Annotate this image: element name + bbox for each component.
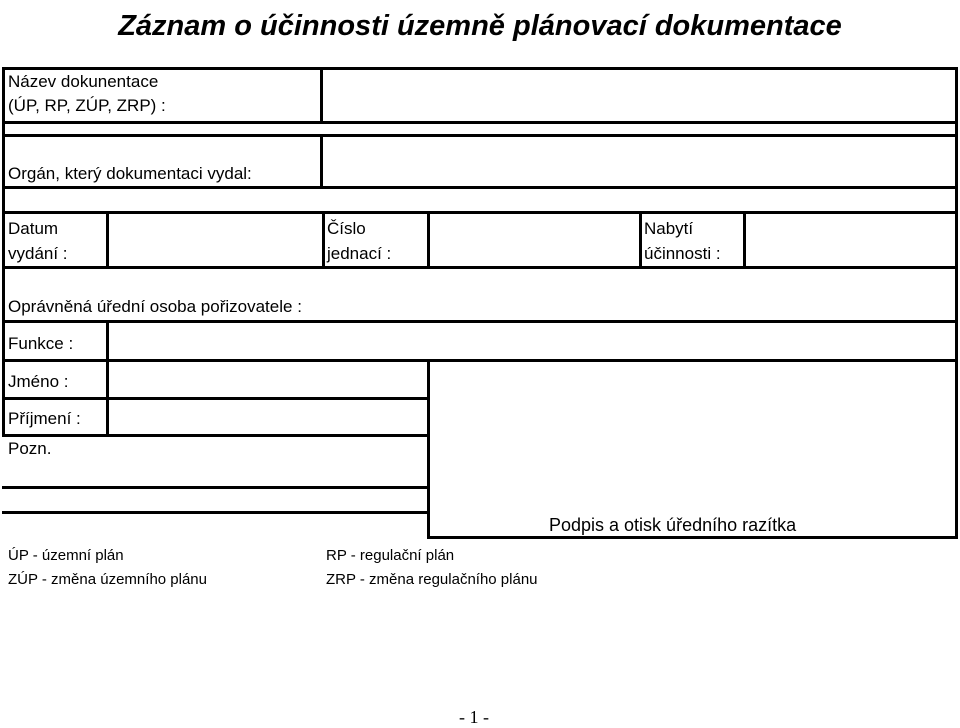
- legend-zrp: ZRP - změna regulačního plánu: [326, 571, 538, 588]
- divider: [639, 211, 642, 269]
- page-title: Záznam o účinnosti územně plánovací dokumentace: [118, 10, 842, 42]
- organ-field[interactable]: [326, 137, 954, 186]
- funkce-label: Funkce :: [8, 334, 74, 353]
- pozn-field[interactable]: [60, 437, 425, 485]
- datum-label-line1: Datum: [8, 219, 59, 238]
- page-number: - 1 -: [459, 707, 489, 727]
- divider: [106, 211, 109, 269]
- funkce-field[interactable]: [111, 323, 954, 359]
- divider: [106, 359, 109, 400]
- prijmeni-field[interactable]: [111, 400, 425, 434]
- cislo-label-line1: Číslo: [327, 219, 366, 238]
- divider: [743, 211, 746, 269]
- legend-up: ÚP - územní plán: [8, 547, 124, 564]
- legend-rp: RP - regulační plán: [326, 547, 455, 564]
- cislo-field[interactable]: [432, 214, 637, 266]
- separator-row: [2, 186, 958, 214]
- nabyti-label-line2: účinnosti :: [644, 244, 721, 263]
- divider: [427, 211, 430, 269]
- legend-zup: ZÚP - změna územního plánu: [8, 571, 207, 588]
- cislo-label-line2: jednací :: [327, 244, 392, 263]
- signature-box-right-edge: [955, 359, 958, 539]
- nabyti-field[interactable]: [748, 214, 954, 266]
- divider: [320, 134, 323, 189]
- organ-label: Orgán, který dokumentaci vydal:: [8, 164, 252, 183]
- doc-name-label-line2: (ÚP, RP, ZÚP, ZRP) :: [8, 96, 166, 115]
- signature-label: Podpis a otisk úředního razítka: [549, 515, 797, 535]
- doc-name-label-line1: Název dokunentace: [8, 72, 159, 91]
- doc-name-field[interactable]: [326, 70, 954, 121]
- nabyti-label-line1: Nabytí: [644, 219, 694, 238]
- divider: [106, 320, 109, 362]
- jmeno-label: Jméno :: [8, 372, 69, 391]
- datum-field[interactable]: [111, 214, 320, 266]
- signature-box-bottom-edge: [427, 536, 958, 539]
- divider: [322, 211, 325, 269]
- jmeno-field[interactable]: [111, 362, 425, 397]
- divider: [106, 397, 109, 437]
- prijmeni-label: Příjmení :: [8, 409, 81, 428]
- pozn-label: Pozn.: [8, 439, 52, 458]
- datum-label-line2: vydání :: [8, 244, 68, 263]
- pozn-line-top: [2, 486, 430, 489]
- divider: [320, 67, 323, 124]
- official-heading: Oprávněná úřední osoba pořizovatele :: [8, 297, 302, 316]
- pozn-line-bottom: [2, 511, 430, 514]
